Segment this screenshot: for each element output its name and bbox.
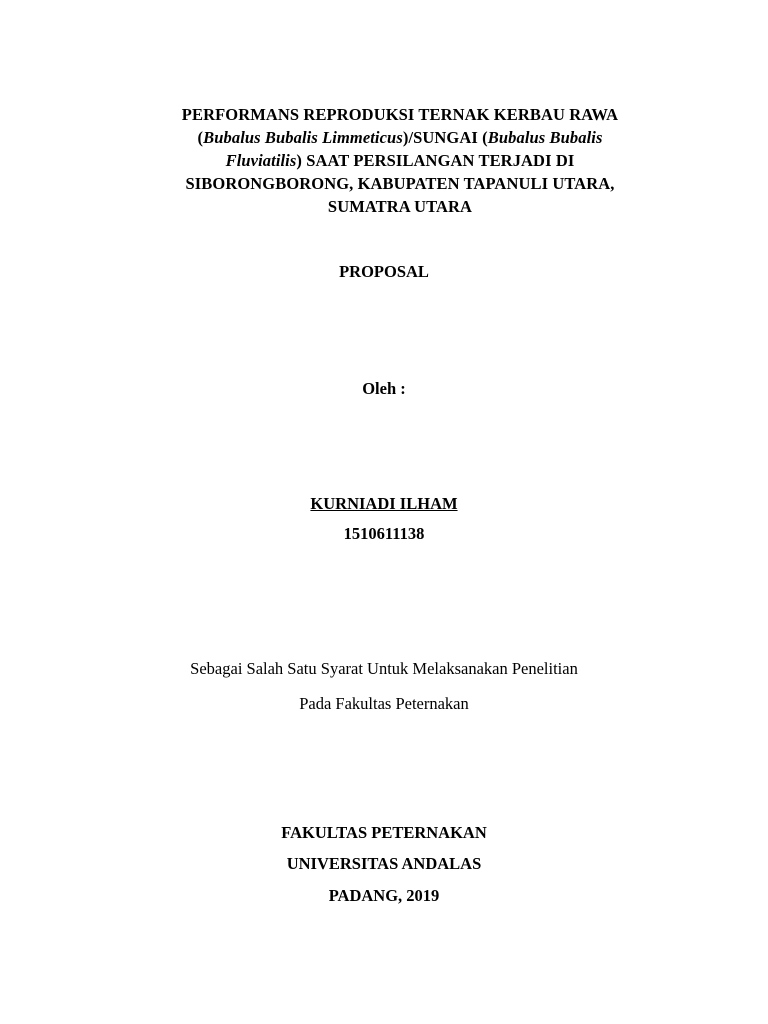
- author-id: 1510611138: [343, 524, 425, 543]
- title-paren-open: (: [197, 128, 204, 147]
- document-type-label: PROPOSAL: [339, 262, 429, 281]
- purpose-line-1: Sebagai Salah Satu Syarat Untuk Melaksanakan Penelitian: [190, 659, 578, 678]
- title-species-2-part2: Fluviatilis: [225, 151, 297, 170]
- title-species-1: Bubalus Bubalis Limmeticus: [203, 128, 403, 147]
- by-label: Oleh :: [362, 379, 406, 398]
- title-after-species-2: ) SAAT PERSILANGAN TERJADI DI: [296, 151, 575, 170]
- purpose-line-2: Pada Fakultas Peternakan: [299, 694, 469, 713]
- title-species-2-part1: Bubalus Bubalis: [487, 128, 603, 147]
- title-line-4: SIBORONGBORONG, KABUPATEN TAPANULI UTARA,: [185, 174, 615, 193]
- university-name: UNIVERSITAS ANDALAS: [286, 854, 482, 873]
- title-line-5: SUMATRA UTARA: [327, 197, 473, 216]
- title-mid-text: )/SUNGAI (: [402, 128, 488, 147]
- place-year: PADANG, 2019: [328, 886, 440, 905]
- author-name: KURNIADI ILHAM: [310, 494, 458, 513]
- title-line-1: PERFORMANS REPRODUKSI TERNAK KERBAU RAWA: [181, 105, 619, 124]
- document-title: [150, 103, 650, 218]
- faculty-name: FAKULTAS PETERNAKAN: [281, 823, 487, 842]
